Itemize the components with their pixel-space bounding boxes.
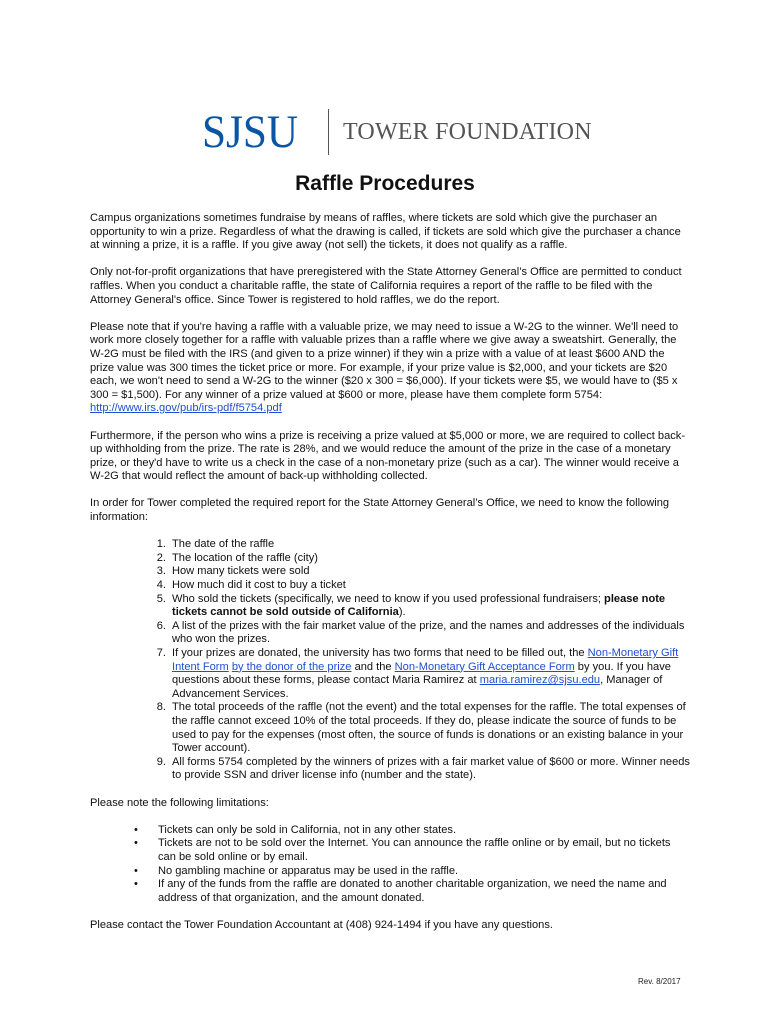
bullet-text: Tickets can only be sold in California, not in any other states. bbox=[158, 823, 457, 836]
list-number: 6. bbox=[156, 619, 166, 632]
bullet-icon: • bbox=[134, 837, 138, 850]
bullet-text: Tickets are not to be sold over the Internet. You can announce the raffle online or by email, but no tickets can be sold online or by email. bbox=[158, 837, 671, 863]
list-number: 5. bbox=[156, 592, 166, 605]
donor-of-prize-link[interactable]: by the donor of the prize bbox=[231, 660, 352, 673]
list-item-text-end: ). bbox=[398, 606, 406, 619]
limitations-list bbox=[90, 824, 690, 906]
list-item-text: by you. If you have questions about these forms, please contact Maria Ramirez at bbox=[172, 660, 671, 687]
list-item bbox=[156, 755, 690, 783]
gift-intent-form-link[interactable]: Non-Monetary Gift Intent Form bbox=[172, 647, 679, 673]
sjsu-tower-foundation-logo bbox=[202, 108, 592, 156]
list-item bbox=[156, 701, 690, 755]
bullet-icon: • bbox=[134, 823, 138, 836]
paragraph-backup-withholding: Furthermore, if the person who wins a prize is receiving a prize valued at $5,000 or more, we are required to collect back-up withholding from the prize. The rate is 28%, and we would reduce the amount of the prize in the case of a monetary prize, or they'd have to write us a check in the case of a non-monetary prize (such as a car). The winner would receive a W-2G that would reflect the amount of back-up withholding collected. bbox=[90, 429, 686, 483]
list-number: 9. bbox=[156, 755, 166, 768]
logo-mark-sjsu: SJSU bbox=[202, 106, 299, 158]
bullet-item bbox=[134, 878, 690, 905]
list-item-text: The total proceeds of the raffle (not the event) and the total expenses for the raffle. The total expenses of the raffle cannot exceed 10% of the total proceeds. If they do, please indicate the source of funds to be used to pay for the expenses (most often, the source of funds is donations or an existing balance in your Tower account). bbox=[172, 701, 686, 755]
list-item bbox=[156, 592, 690, 620]
irs-form-5754-link[interactable]: http://www.irs.gov/pub/irs-pdf/f5754.pdf bbox=[90, 402, 282, 415]
bullet-item bbox=[134, 837, 690, 864]
paragraph-w2g-text: Please note that if you're having a raffle with a valuable prize, we may need to issue a W-2G to the winner. We'll need to work more closely together for a raffle with valuable prizes than a raffle where we give away a sweatshirt. Generally, the W-2G must be filed with the IRS (and given to a prize winner) if they win a prize with a value of at least $600 AND the prize value was 300 times the ticket price or more. For example, if your prize value is $2,000, and your tickets are $20 each, we won't need to send a W-2G to the winner ($20 x 300 = $6,000). If your tickets were $5, we would have to ($5 x 300 = $1,500). For any winner of a prize valued at $600 or more, please have them complete form 5754: bbox=[90, 320, 679, 401]
list-item-text: The date of the raffle bbox=[172, 538, 275, 551]
list-item-text: How many tickets were sold bbox=[172, 565, 310, 578]
logo-divider bbox=[328, 109, 329, 155]
bullet-item bbox=[134, 864, 690, 879]
list-item bbox=[156, 551, 690, 566]
list-item-text: and the bbox=[351, 660, 395, 673]
list-item-text: All forms 5754 completed by the winners of prizes with a fair market value of $600 or more. Winner needs to provide SSN and driver license info (number and the state). bbox=[172, 755, 690, 782]
list-number: 8. bbox=[156, 701, 166, 714]
required-info-list bbox=[90, 538, 690, 783]
list-item bbox=[156, 619, 690, 647]
list-number: 7. bbox=[156, 647, 166, 659]
list-item bbox=[156, 565, 690, 579]
list-number: 1. bbox=[156, 538, 166, 551]
paragraph-limitations-intro: Please note the following limitations: bbox=[90, 796, 269, 809]
bullet-icon: • bbox=[134, 864, 138, 877]
list-item-text: How much did it cost to buy a ticket bbox=[172, 579, 346, 592]
document-body bbox=[90, 212, 690, 946]
california-only-note: please note tickets cannot be sold outside of California bbox=[172, 592, 666, 619]
revision-note: Rev. 8/2017 bbox=[638, 977, 681, 986]
paragraph-contact: Please contact the Tower Foundation Accountant at (408) 924-1494 if you have any questions. bbox=[90, 918, 553, 931]
list-item-text: Who sold the tickets (specifically, we need to know if you used professional fundraisers; bbox=[172, 592, 605, 605]
logo-text: TOWER FOUNDATION bbox=[343, 118, 592, 145]
bullet-icon: • bbox=[134, 878, 138, 891]
paragraph-w2g bbox=[90, 321, 690, 416]
list-number: 3. bbox=[156, 565, 166, 578]
list-item-text: The location of the raffle (city) bbox=[172, 551, 318, 564]
bullet-text: No gambling machine or apparatus may be used in the raffle. bbox=[158, 864, 459, 877]
list-number: 4. bbox=[156, 579, 166, 592]
paragraph-required-info-intro: In order for Tower completed the required report for the State Attorney General’s Office, we need to know the following information: bbox=[90, 497, 670, 524]
paragraph-raffle-definition: Campus organizations sometimes fundraise by means of raffles, where tickets are sold which give the purchaser an opportunity to win a prize. Regardless of what the drawing is called, if tickets are sold which give the purchaser a chance at winning a prize, it is a raffle. If you give away (not sell) the tickets, it does not qualify as a raffle. bbox=[90, 212, 681, 252]
list-item-text: , Manager of Advancement Services. bbox=[172, 674, 663, 700]
email-link[interactable]: maria.ramirez@sjsu.edu bbox=[479, 674, 601, 687]
bullet-item bbox=[134, 823, 690, 838]
list-item bbox=[156, 538, 690, 552]
list-number: 2. bbox=[156, 551, 166, 564]
list-item bbox=[156, 579, 690, 593]
bullet-text: If any of the funds from the raffle are donated to another charitable organization, we need the name and address of that organization, and the amount donated. bbox=[158, 878, 667, 904]
list-item-text: A list of the prizes with the fair market value of the prize, and the names and addresses of the individuals who won the prizes. bbox=[172, 619, 685, 646]
paragraph-registration: Only not-for-profit organizations that have preregistered with the State Attorney General’s Office are permitted to conduct raffles. When you conduct a charitable raffle, the state of California requires a report of the raffle to be filed with the Attorney General's office. Since Tower is registered to hold raffles, we do the report. bbox=[90, 266, 682, 306]
list-item bbox=[156, 647, 690, 701]
list-item-text: If your prizes are donated, the university has two forms that need to be filled out, the bbox=[172, 647, 588, 659]
gift-acceptance-form-link[interactable]: Non-Monetary Gift Acceptance Form bbox=[394, 660, 575, 673]
page-title: Raffle Procedures bbox=[295, 172, 475, 195]
